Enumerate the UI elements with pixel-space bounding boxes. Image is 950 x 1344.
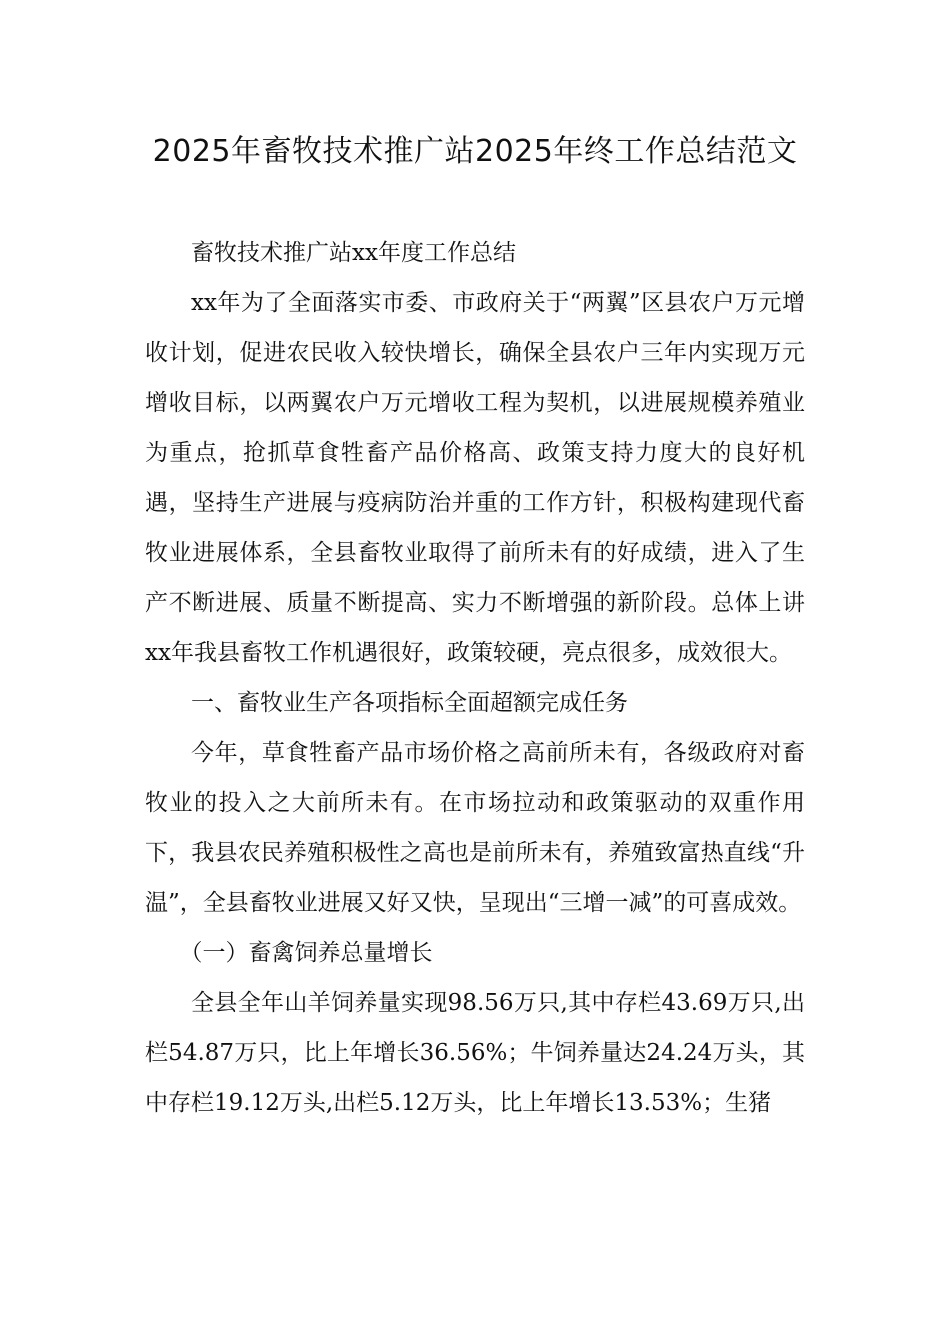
paragraph-livestock-stats: 全县全年山羊饲养量实现98.56万只,其中存栏43.69万只,出栏54.87万只，比上年增长36.56%；牛饲养量达24.24万头，其中存栏19.12万头,出栏5.12万头，比上年增长13.53%；生猪 <box>145 990 805 1116</box>
paragraph-subtitle: 畜牧技术推广站xx年度工作总结 <box>191 240 516 266</box>
paragraph-section-1: 今年，草食牲畜产品市场价格之高前所未有，各级政府对畜牧业的投入之大前所未有。在市场拉动和政策驱动的双重作用下，我县农民养殖积极性之高也是前所未有，养殖致富热直线“升温”，全县畜牧业进展又好又快，呈现出“三增一减”的可喜成效。 <box>145 740 805 916</box>
paragraph-intro: xx年为了全面落实市委、市政府关于“两翼”区县农户万元增收计划，促进农民收入较快增长，确保全县农户三年内实现万元增收目标，以两翼农户万元增收工程为契机，以进展规模养殖业为重点，抢抓草食牲畜产品价格高、政策支持力度大的良好机遇，坚持生产进展与疫病防治并重的工作方针，积极构建现代畜牧业进展体系，全县畜牧业取得了前所未有的好成绩，进入了生产不断进展、质量不断提高、实力不断增强的新阶段。总体上讲xx年我县畜牧工作机遇很好，政策较硬，亮点很多，成效很大。 <box>145 290 805 666</box>
section-heading-1: 一、畜牧业生产各项指标全面超额完成任务 <box>191 690 628 716</box>
subsection-heading-1: （一）畜禽饲养总量增长 <box>179 940 433 966</box>
document-body <box>145 228 805 1128</box>
document-title: 2025年畜牧技术推广站2025年终工作总结范文 <box>152 134 798 169</box>
